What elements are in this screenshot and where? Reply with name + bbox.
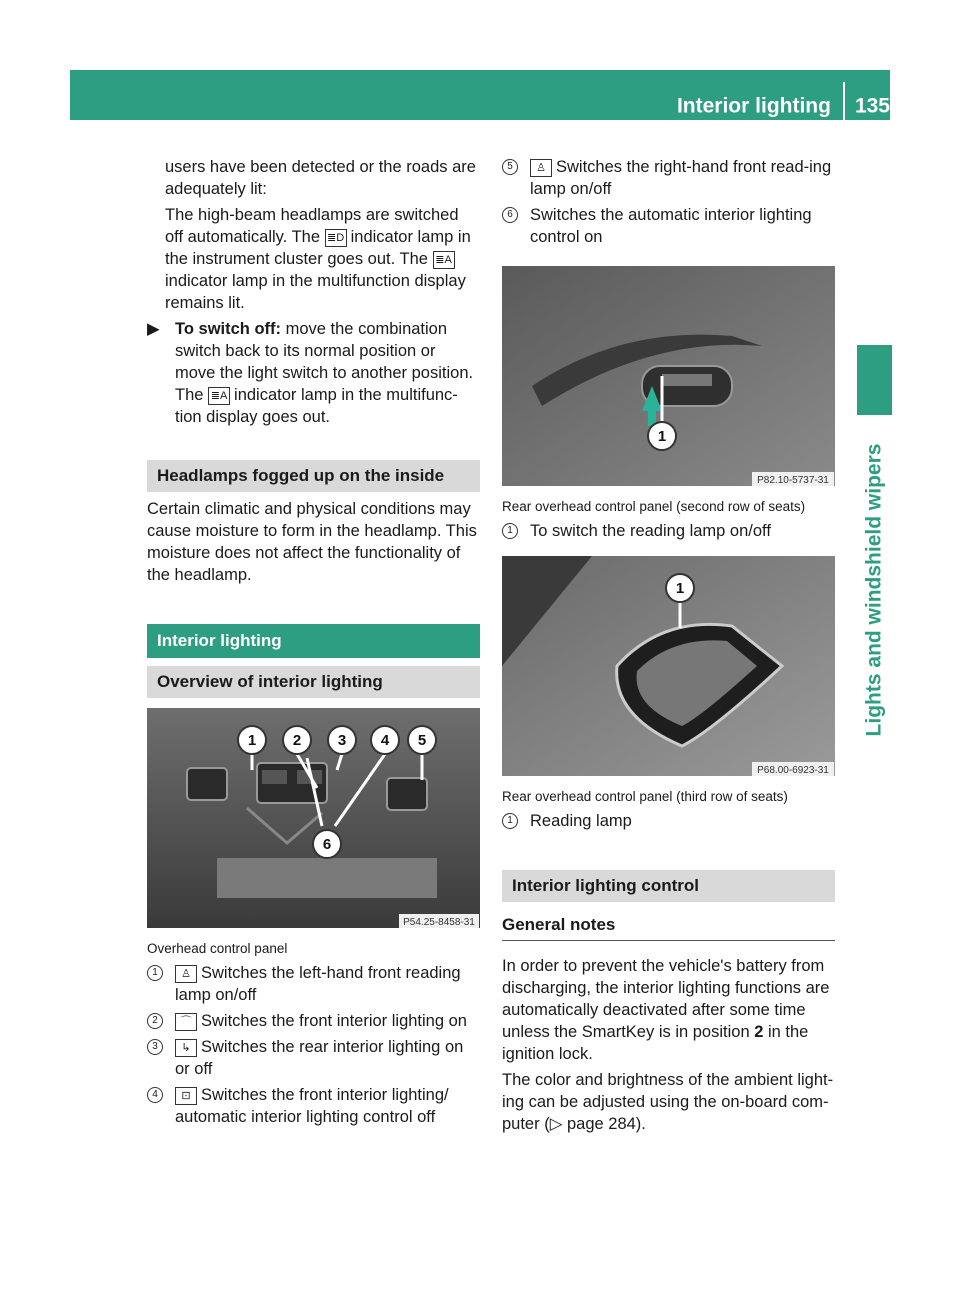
item-number: 2	[147, 1013, 163, 1029]
page-ref-arrow-icon: ▷	[549, 1115, 563, 1133]
key-position: 2	[754, 1023, 764, 1041]
overhead-panel-illustration	[147, 708, 480, 928]
reading-lamp-icon: ♙	[175, 965, 197, 983]
switch-off-text-2: indicator lamp in the multifunc-tion display goes out.	[175, 386, 458, 426]
switch-off-text: move the combination switch back to its normal position or move the light switch to another position.	[175, 320, 474, 382]
page-title: Interior lighting	[676, 94, 831, 118]
item-text: Switches the automatic interior lighting control on	[530, 206, 812, 246]
general-text-2a: The color and brightness of the ambient light-ing can be adjusted using the on-board com-puter (	[502, 1071, 834, 1133]
callout-3: 3	[337, 732, 347, 749]
photo3-caption: Rear overhead control panel (third row of seats)	[502, 789, 788, 804]
item-text: Switches the rear interior lighting on or off	[175, 1038, 464, 1078]
overhead-panel-photo	[147, 708, 480, 928]
general-text-1	[502, 955, 835, 1065]
item-4	[147, 1084, 480, 1128]
rear-panel-photo	[502, 266, 835, 486]
photo1-code: P54.25-8458-31	[403, 917, 475, 928]
side-tab	[857, 345, 892, 415]
fog-heading: Headlamps fogged up on the inside	[147, 460, 480, 492]
intro-line-4: indicator lamp in the multifunction display remains lit.	[165, 272, 466, 312]
front-interior-light-icon: ⌒	[175, 1013, 197, 1031]
third-row-panel-illustration	[502, 556, 835, 776]
callout-1: 1	[247, 732, 257, 749]
photo2-code: P82.10-5737-31	[757, 475, 829, 486]
item-number: 1	[502, 523, 518, 539]
intro-line-3: indicator lamp in the instrument cluster goes out. The	[165, 228, 471, 268]
right-column	[502, 156, 835, 1135]
intro-paragraph	[165, 204, 480, 314]
item-number: 1	[502, 813, 518, 829]
third-row-panel-photo	[502, 556, 835, 776]
item-number: 1	[147, 965, 163, 981]
control-heading: Interior lighting control	[502, 870, 835, 902]
header-divider	[843, 82, 845, 120]
item-text: Switches the left-hand front reading lamp on/off	[175, 964, 461, 1004]
switch-off-the: The	[175, 386, 204, 404]
interior-light-off-icon: ⊡	[175, 1087, 197, 1105]
item-text: Switches the front interior lighting on	[201, 1012, 467, 1030]
item-2	[147, 1010, 480, 1032]
header-title-block	[677, 88, 890, 126]
item-number: 3	[147, 1039, 163, 1055]
rear-interior-light-icon: ↳	[175, 1039, 197, 1057]
photo3-code: P68.00-6923-31	[757, 765, 829, 776]
page-ref-link[interactable]: page 284).	[566, 1115, 646, 1133]
photo3-item	[502, 810, 835, 832]
general-text-2	[502, 1069, 835, 1135]
callout-4: 4	[380, 732, 390, 749]
item-6	[502, 204, 835, 248]
side-title	[857, 425, 892, 755]
side-title-text: Lights and windshield wipers	[862, 443, 886, 737]
general-text-1a: In order to prevent the vehicle's battery from discharging, the interior lighting functions are automatically deactivated after some time unless the SmartKey is in position	[502, 957, 830, 1041]
item-number: 4	[147, 1087, 163, 1103]
high-beam-icon: ≣D	[325, 229, 347, 247]
adaptive-high-beam-icon: ≣A	[208, 387, 230, 405]
item-text: To switch the reading lamp on/off	[530, 522, 771, 540]
item-text: Switches the right-hand front read-ing lamp on/off	[530, 158, 832, 198]
fog-text: Certain climatic and physical conditions may cause moisture to form in the headlamp. This moisture does not affect the functionality of the headlamp.	[147, 500, 477, 584]
item-number: 5	[502, 159, 518, 175]
photo2-callout: 1	[657, 428, 667, 445]
callout-6: 6	[322, 836, 332, 853]
photo1-caption: Overhead control panel	[147, 941, 288, 956]
photo2-caption: Rear overhead control panel (second row of seats)	[502, 499, 806, 514]
item-3	[147, 1036, 480, 1080]
intro-line-2: The high-beam headlamps are switched off automatically. The	[165, 206, 459, 246]
item-text: Reading lamp	[530, 812, 632, 830]
photo3-callout: 1	[675, 580, 685, 597]
item-1	[147, 962, 480, 1006]
adaptive-high-beam-icon: ≣A	[433, 251, 455, 269]
photo2-item	[502, 520, 835, 542]
step-arrow-icon: ▶	[147, 320, 160, 338]
item-number: 6	[502, 207, 518, 223]
interior-heading: Interior lighting	[147, 624, 480, 658]
intro-line-1: users have been detected or the roads are adequately lit:	[165, 158, 476, 198]
reading-lamp-icon: ♙	[530, 159, 552, 177]
callout-5: 5	[417, 732, 427, 749]
rear-panel-illustration	[502, 266, 835, 486]
general-notes-heading: General notes	[502, 914, 835, 941]
switch-off-step	[147, 318, 480, 428]
switch-off-label: To switch off:	[175, 320, 282, 338]
intro-block	[147, 156, 480, 314]
left-column	[147, 156, 480, 1128]
general-text-1b: in the ignition lock.	[502, 1023, 809, 1063]
overview-heading: Overview of interior lighting	[147, 666, 480, 698]
callout-2: 2	[292, 732, 302, 749]
item-5	[502, 156, 835, 200]
page-number: 135	[854, 94, 890, 118]
item-text: Switches the front interior lighting/ automatic interior lighting control off	[175, 1086, 449, 1126]
